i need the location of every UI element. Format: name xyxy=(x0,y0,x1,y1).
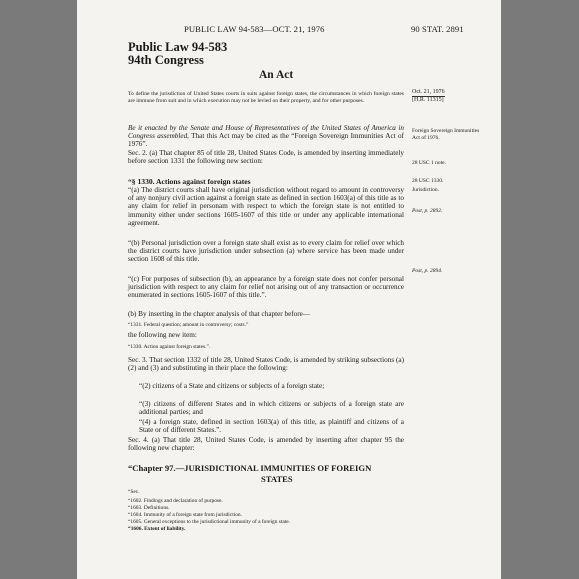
section-3: Sec. 3. That section 1332 of title 28, United States Code, is amended by striking subsections (a) (2) and (3) and substituting in their place the following: xyxy=(128,356,404,373)
chapter-97-title-cont: STATES xyxy=(261,474,293,484)
section-1330-heading: “§ 1330. Actions against foreign states xyxy=(128,177,251,186)
enacting-clause xyxy=(128,124,404,149)
item-1331: “1331. Federal question; amount in controversy; costs.” xyxy=(128,322,249,328)
purpose-clause: To define the jurisdiction of United States courts in suits against foreign states, the circumstances in which foreign states are immune from suit and in which execution may not be levied on their property, and for other purposes. xyxy=(128,91,404,104)
enactment-date: Oct. 21, 1976 xyxy=(412,89,445,95)
margin-note-usc-1330: 28 USC 1330. xyxy=(412,178,444,184)
short-title-clause: That this Act may be cited as the “Foreign Sovereign Immunities Act of 1976”. xyxy=(128,132,404,149)
chapter-97-title: “Chapter 97.—JURISDICTIONAL IMMUNITIES OF FOREIGN xyxy=(128,463,372,473)
running-header: PUBLIC LAW 94-583—OCT. 21, 1976 xyxy=(184,24,325,34)
toc-item: “1602. Findings and declaration of purpose. xyxy=(128,498,223,504)
margin-note-citation: 28 USC 1 note. xyxy=(412,160,446,166)
bill-number: [H.R. 11315] xyxy=(412,97,444,103)
toc-item: “1603. Definitions. xyxy=(128,505,170,511)
following-new-item: the following new item: xyxy=(128,331,197,339)
act-heading: An Act xyxy=(259,69,294,81)
section-3-clause-4: “(4) a foreign state, defined in section 1603(a) of this title, as plaintiff and citizens of a State or of different States.”. xyxy=(139,418,404,435)
congress-number: 94th Congress xyxy=(128,53,204,67)
item-1330: “1330. Action against foreign states.”. xyxy=(128,344,211,350)
page-number: 90 STAT. 2891 xyxy=(411,24,464,34)
margin-note-short-title: Foreign Sovereign Immunities Act of 1976. xyxy=(412,128,480,141)
public-law-number: Public Law 94-583 xyxy=(128,40,228,54)
margin-note-post-2892: Post, p. 2892. xyxy=(412,208,443,214)
enacting-formula: Be it enacted by the Senate and House of Representatives of the United States of America in Congress assembled, xyxy=(128,124,404,141)
paragraph-c: “(c) For purposes of subsection (b), an appearance by a foreign state does not confer personal jurisdiction with respect to any claim for relief not arising out of any transaction or occurrence enumerated in sections 1605-1607 of this title.”. xyxy=(128,275,404,300)
document-page xyxy=(77,0,501,579)
toc-item: “1605. General exceptions to the jurisdictional immunity of a foreign state. xyxy=(128,519,290,525)
toc-item: “1606. Extent of liability. xyxy=(128,526,186,532)
section-2: Sec. 2. (a) That chapter 85 of title 28, United States Code, is amended by inserting immediately before section 1331 the following new section: xyxy=(128,149,404,166)
margin-note-jurisdiction: Jurisdiction. xyxy=(412,187,440,193)
section-2b: (b) By inserting in the chapter analysis of that chapter before— xyxy=(128,310,311,318)
section-3-clause-3: “(3) citizens of different States and in which citizens or subjects of a foreign state are additional parties; and xyxy=(139,400,404,417)
section-4: Sec. 4. (a) That title 28, United States Code, is amended by inserting after chapter 95 the following new chapter: xyxy=(128,436,404,453)
section-3-clause-2: “(2) citizens of a State and citizens or subjects of a foreign state; xyxy=(139,382,325,390)
toc-sec-label: “Sec. xyxy=(128,489,140,495)
margin-note-post-2894: Post, p. 2894. xyxy=(412,268,443,274)
enactment-date-block xyxy=(412,89,480,103)
paragraph-b: “(b) Personal jurisdiction over a foreign state shall exist as to every claim for relief over which the district courts have jurisdiction under subsection (a) where service has been made under section 1608 of this title. xyxy=(128,239,404,264)
toc-item: “1604. Immunity of a foreign state from jurisdiction. xyxy=(128,512,242,518)
paragraph-a: “(a) The district courts shall have original jurisdiction without regard to amount in controversy of any nonjury civil action against a foreign state as defined in section 1603(a) of this title as to any claim for relief in personam with respect to which the foreign state is not entitled to immunity either under sections 1605-1607 of this title or under any applicable international agreement. xyxy=(128,186,404,227)
